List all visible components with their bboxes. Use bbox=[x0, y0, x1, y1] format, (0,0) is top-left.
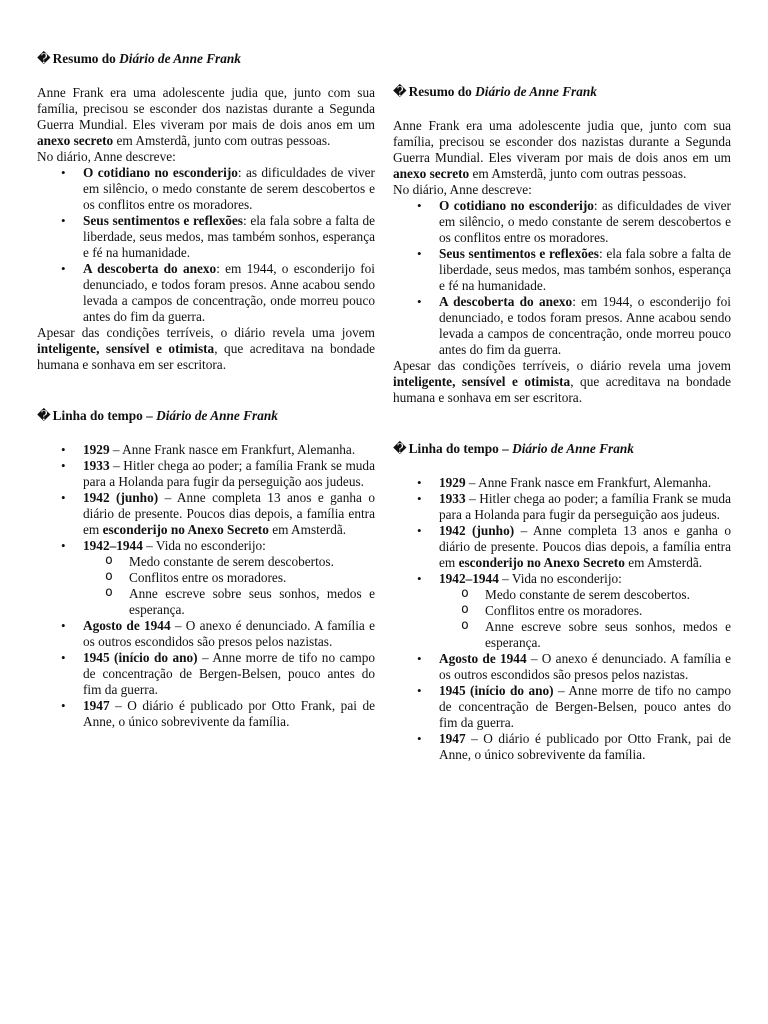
text-run: anexo secreto bbox=[393, 166, 470, 181]
text-run: , que acreditava na bondade humana e sonhava em ser escritora. bbox=[393, 374, 731, 405]
text-run: O cotidiano no esconderijo bbox=[83, 165, 238, 180]
text-run: Apesar das condições terríveis, o diário revela uma jovem bbox=[393, 358, 731, 373]
text-run: esconderijo no Anexo Secreto bbox=[458, 555, 625, 570]
timeline-item bbox=[83, 490, 375, 538]
timeline-subitem: o Medo constante de serem descobertos. bbox=[129, 554, 375, 570]
text-run: 1933 bbox=[83, 458, 110, 473]
text-run: A descoberta do anexo bbox=[439, 294, 573, 309]
summary-closing bbox=[393, 358, 731, 406]
summary-item bbox=[439, 198, 731, 246]
text-run: 1945 (início do ano) bbox=[439, 683, 554, 698]
summary-lead: No diário, Anne descreve: bbox=[37, 149, 176, 164]
timeline-item bbox=[439, 731, 731, 763]
text-run: anexo secreto bbox=[37, 133, 114, 148]
timeline-heading: � Linha do tempo – Diário de Anne Frank bbox=[393, 441, 634, 456]
text-run: O cotidiano no esconderijo bbox=[439, 198, 594, 213]
text-run: : as dificuldades de viver em silêncio, o medo constante de serem descobertos e os conflitos entre os moradores. bbox=[439, 198, 731, 245]
timeline-list bbox=[393, 475, 731, 763]
text-run: 1933 bbox=[439, 491, 466, 506]
text-run: – O diário é publicado por Otto Frank, pai de Anne, o único sobrevivente da família. bbox=[83, 698, 375, 729]
timeline-item bbox=[83, 538, 375, 618]
text-run: Anne Frank era uma adolescente judia que, junto com sua família, precisou se esconder dos nazistas durante a Segunda Guerra Mundial. Eles viveram por mais de dois anos em um bbox=[393, 118, 731, 165]
timeline-heading: � Linha do tempo – Diário de Anne Frank bbox=[37, 408, 278, 423]
timeline-sublist bbox=[83, 554, 375, 618]
timeline-item bbox=[439, 683, 731, 731]
text-run: 1942 (junho) bbox=[439, 523, 515, 538]
text-run: : em 1944, o esconderijo foi denunciado, e todos foram presos. Anne acabou sendo levada a campos de concentração, onde morreu pouco antes do fim da guerra. bbox=[439, 294, 731, 357]
summary-item bbox=[83, 213, 375, 261]
text-run: – O diário é publicado por Otto Frank, pai de Anne, o único sobrevivente da família. bbox=[439, 731, 731, 762]
timeline-item bbox=[83, 650, 375, 698]
text-run: – Anne completa 13 anos e ganha o diário de presente. Poucos dias depois, a família entra em bbox=[439, 523, 731, 570]
timeline-item bbox=[439, 491, 731, 523]
text-run: : ela fala sobre a falta de liberdade, seus medos, mas também sonhos, esperança e fé na humanidade. bbox=[439, 246, 731, 293]
text-run: em Amsterdã. bbox=[624, 555, 703, 570]
text-run: – Hitler chega ao poder; a família Frank se muda para a Holanda para fugir da perseguição aos judeus. bbox=[439, 491, 731, 522]
summary-item bbox=[83, 261, 375, 325]
text-run: Anne Frank era uma adolescente judia que, junto com sua família, precisou se esconder dos nazistas durante a Segunda Guerra Mundial. Eles viveram por mais de dois anos em um bbox=[37, 85, 375, 132]
timeline-item bbox=[83, 442, 375, 458]
timeline-subitem: o Conflitos entre os moradores. bbox=[129, 570, 375, 586]
text-run: 1945 (início do ano) bbox=[83, 650, 198, 665]
timeline-sublist bbox=[439, 587, 731, 651]
text-run: 1947 bbox=[439, 731, 466, 746]
summary-list bbox=[37, 165, 375, 325]
summary-intro bbox=[37, 85, 375, 149]
text-run: em Amsterdã, junto com outras pessoas. bbox=[113, 133, 331, 148]
timeline-item bbox=[83, 458, 375, 490]
text-run: Seus sentimentos e reflexões bbox=[439, 246, 599, 261]
summary-lead: No diário, Anne descreve: bbox=[393, 182, 532, 197]
summary-item bbox=[83, 165, 375, 213]
text-run: em Amsterdã. bbox=[268, 522, 347, 537]
text-run: Apesar das condições terríveis, o diário revela uma jovem bbox=[37, 325, 375, 340]
text-run: Agosto de 1944 bbox=[83, 618, 171, 633]
text-run: inteligente, sensível e otimista bbox=[393, 374, 571, 389]
text-run: – Anne Frank nasce em Frankfurt, Alemanha. bbox=[109, 442, 356, 457]
timeline-item bbox=[439, 651, 731, 683]
summary-list bbox=[393, 198, 731, 358]
text-run: – Anne Frank nasce em Frankfurt, Alemanha. bbox=[465, 475, 712, 490]
missing-glyph-icon: � bbox=[37, 51, 51, 66]
text-run: : as dificuldades de viver em silêncio, o medo constante de serem descobertos e os conflitos entre os moradores. bbox=[83, 165, 375, 212]
timeline-item bbox=[439, 475, 731, 491]
summary-closing bbox=[37, 325, 375, 373]
timeline-list bbox=[37, 442, 375, 730]
timeline-item bbox=[439, 523, 731, 571]
text-run: : em 1944, o esconderijo foi denunciado, e todos foram presos. Anne acabou sendo levada a campos de concentração, onde morreu pouco antes do fim da guerra. bbox=[83, 261, 375, 324]
summary-intro bbox=[393, 118, 731, 182]
timeline-subitem: o Conflitos entre os moradores. bbox=[485, 603, 731, 619]
timeline-item bbox=[439, 571, 731, 651]
text-run: : ela fala sobre a falta de liberdade, seus medos, mas também sonhos, esperança e fé na humanidade. bbox=[83, 213, 375, 260]
text-run: – Anne completa 13 anos e ganha o diário de presente. Poucos dias depois, a família entra em bbox=[83, 490, 375, 537]
text-run: , que acreditava na bondade humana e sonhava em ser escritora. bbox=[37, 341, 375, 372]
summary-item bbox=[439, 246, 731, 294]
text-run: – O anexo é denunciado. A família e os outros escondidos são presos pelos nazistas. bbox=[439, 651, 731, 682]
timeline-item bbox=[83, 698, 375, 730]
text-run: – Hitler chega ao poder; a família Frank se muda para a Holanda para fugir da perseguição aos judeus. bbox=[83, 458, 375, 489]
missing-glyph-icon: � bbox=[393, 84, 407, 99]
timeline-subitem: o Anne escreve sobre seus sonhos, medos e esperança. bbox=[485, 619, 731, 651]
text-run: 1929 bbox=[439, 475, 466, 490]
timeline-item bbox=[83, 618, 375, 650]
missing-glyph-icon: � bbox=[393, 441, 407, 456]
text-run: Agosto de 1944 bbox=[439, 651, 527, 666]
text-run: – O anexo é denunciado. A família e os outros escondidos são presos pelos nazistas. bbox=[83, 618, 375, 649]
text-run: A descoberta do anexo bbox=[83, 261, 217, 276]
left-column bbox=[37, 50, 375, 730]
text-run: – Anne morre de tifo no campo de concentração de Bergen-Belsen, pouco antes do fim da guerra. bbox=[83, 650, 376, 697]
text-run: inteligente, sensível e otimista bbox=[37, 341, 215, 356]
text-run: Seus sentimentos e reflexões bbox=[83, 213, 243, 228]
text-run: – Vida no esconderijo: bbox=[142, 538, 266, 553]
text-run: 1942–1944 bbox=[439, 571, 499, 586]
text-run: em Amsterdã, junto com outras pessoas. bbox=[469, 166, 687, 181]
text-run: – Vida no esconderijo: bbox=[498, 571, 622, 586]
timeline-subitem: o Anne escreve sobre seus sonhos, medos e esperança. bbox=[129, 586, 375, 618]
timeline-subitem: o Medo constante de serem descobertos. bbox=[485, 587, 731, 603]
text-run: 1929 bbox=[83, 442, 110, 457]
right-column bbox=[393, 83, 731, 763]
text-run: 1942–1944 bbox=[83, 538, 143, 553]
summary-heading: � Resumo do Diário de Anne Frank bbox=[37, 51, 241, 66]
missing-glyph-icon: � bbox=[37, 408, 51, 423]
summary-item bbox=[439, 294, 731, 358]
text-run: esconderijo no Anexo Secreto bbox=[102, 522, 269, 537]
text-run: 1942 (junho) bbox=[83, 490, 159, 505]
text-run: 1947 bbox=[83, 698, 110, 713]
summary-heading: � Resumo do Diário de Anne Frank bbox=[393, 84, 597, 99]
text-run: – Anne morre de tifo no campo de concentração de Bergen-Belsen, pouco antes do fim da guerra. bbox=[439, 683, 732, 730]
